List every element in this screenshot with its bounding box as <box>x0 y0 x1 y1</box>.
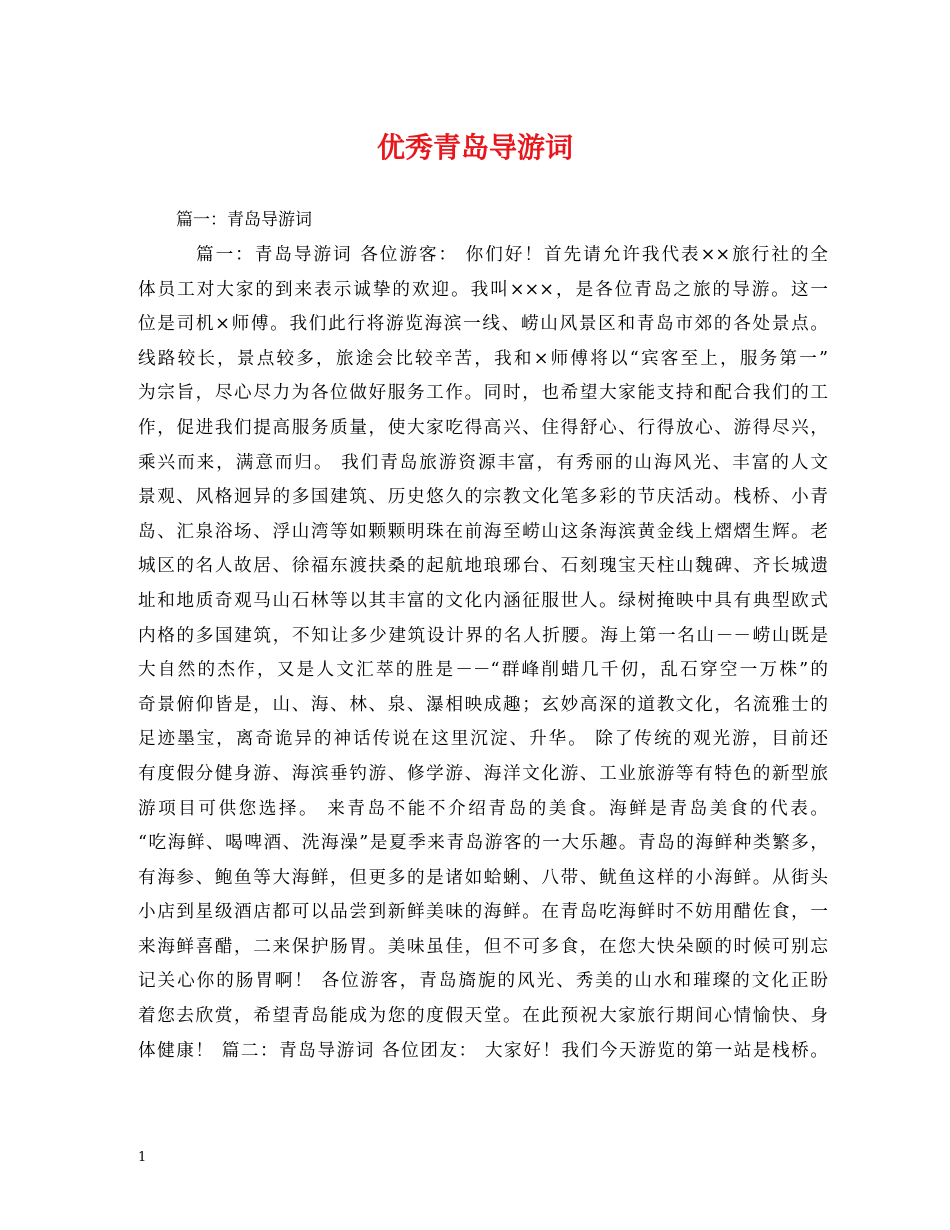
document-title: 优秀青岛导游词 <box>376 131 573 164</box>
page-number: 1 <box>138 1150 147 1165</box>
body-line: 体员工对大家的到来表示诚挚的欢迎。我叫×××，是各位青岛之旅的导游。这一 <box>138 279 828 300</box>
body-line: 线路较长，景点较多，旅途会比较辛苦，我和×师傅将以“宾客至上，服务第一” <box>138 348 828 369</box>
body-line: 作，促进我们提高服务质量，使大家吃得高兴、住得舒心、行得放心、游得尽兴， <box>138 417 828 438</box>
body-line: 着您去欣赏，希望青岛能成为您的度假天堂。在此预祝大家旅行期间心情愉快、身 <box>138 1006 828 1027</box>
section-subheading: 篇一：青岛导游词 <box>176 210 312 230</box>
body-line: 体健康！ 篇二：青岛导游词 各位团友： 大家好！我们今天游览的第一站是栈桥。 <box>138 1040 828 1061</box>
body-line: 有海参、鲍鱼等大海鲜，但更多的是诸如蛤蜊、八带、鱿鱼这样的小海鲜。从街头 <box>138 867 828 888</box>
body-line: 景观、风格迥异的多国建筑、历史悠久的宗教文化笔多彩的节庆活动。栈桥、小青 <box>138 487 828 508</box>
body-line: 奇景俯仰皆是，山、海、林、泉、瀑相映成趣；玄妙高深的道教文化，名流雅士的 <box>138 694 828 715</box>
body-line: 内格的多国建筑，不知让多少建筑设计界的名人折腰。海上第一名山－－崂山既是 <box>138 625 828 646</box>
body-line: 记关心你的肠胃啊！ 各位游客，青岛旖旎的风光、秀美的山水和璀璨的文化正盼 <box>138 971 828 992</box>
body-line: 有度假分健身游、海滨垂钓游、修学游、海洋文化游、工业旅游等有特色的新型旅 <box>138 763 828 784</box>
body-line: 址和地质奇观马山石林等以其丰富的文化内涵征服世人。绿树掩映中具有典型欧式 <box>138 590 828 611</box>
body-line: 岛、汇泉浴场、浮山湾等如颗颗明珠在前海至崂山这条海滨黄金线上熠熠生辉。老 <box>138 521 828 542</box>
body-line: 小店到星级酒店都可以品尝到新鲜美味的海鲜。在青岛吃海鲜时不妨用醋佐食，一 <box>138 902 828 923</box>
body-line: 游项目可供您选择。 来青岛不能不介绍青岛的美食。海鲜是青岛美食的代表。 <box>138 798 828 819</box>
body-line: 来海鲜喜醋，二来保护肠胃。美味虽佳，但不可多食，在您大快朵颐的时候可别忘 <box>138 936 828 957</box>
body-text <box>138 238 828 1068</box>
body-line: 足迹墨宝，离奇诡异的神话传说在这里沉淀、升华。 除了传统的观光游，目前还 <box>138 729 828 750</box>
body-line: 乘兴而来，满意而归。 我们青岛旅游资源丰富，有秀丽的山海风光、丰富的人文 <box>138 452 828 473</box>
body-line: 位是司机×师傅。我们此行将游览海滨一线、崂山风景区和青岛市郊的各处景点。 <box>138 314 828 335</box>
body-line: 为宗旨，尽心尽力为各位做好服务工作。同时，也希望大家能支持和配合我们的工 <box>138 383 828 404</box>
body-line: 篇一：青岛导游词 各位游客： 你们好！首先请允许我代表××旅行社的全 <box>196 245 828 265</box>
body-line: “吃海鲜、喝啤酒、洗海澡”是夏季来青岛游客的一大乐趣。青岛的海鲜种类繁多， <box>138 833 828 854</box>
body-line: 城区的名人故居、徐福东渡扶桑的起航地琅琊台、石刻瑰宝天柱山魏碑、齐长城遗 <box>138 556 828 577</box>
body-line: 大自然的杰作，又是人文汇萃的胜是－－“群峰削蜡几千仞，乱石穿空一万株”的 <box>138 660 828 681</box>
